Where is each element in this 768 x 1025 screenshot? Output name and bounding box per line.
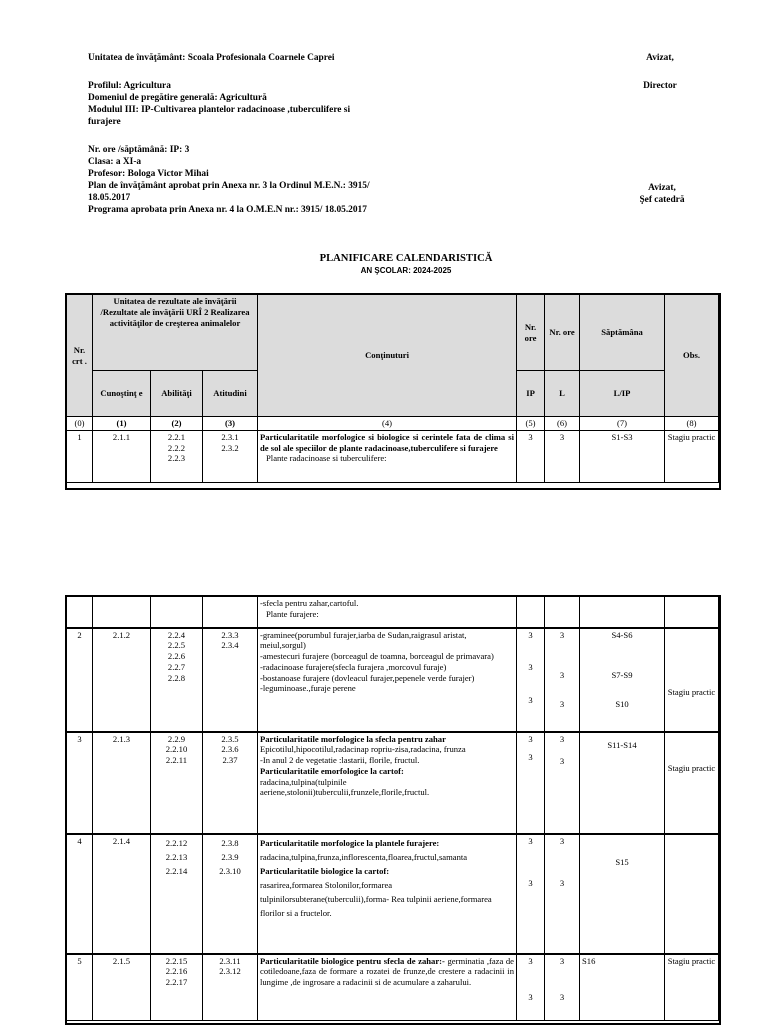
hours-value: 3 — [528, 752, 533, 763]
skill-code: 2.2.17 — [165, 977, 188, 988]
header-obs: Obs. — [665, 295, 719, 417]
content-text: germinatia ,faza de cotiledoane,faza de formare a rozatei de frunze,de crestere a radacinii in lungime ,de ingrosare a radacinii si de acumulare a zaharului. — [260, 955, 514, 988]
hours-value: 3 — [528, 695, 533, 706]
avizat-label: Avizat, — [646, 53, 674, 63]
table-row — [67, 430, 719, 482]
head-of-dept-approval — [622, 182, 702, 206]
document-header — [88, 52, 370, 216]
skills-codes — [151, 834, 203, 954]
index-cell: (4) — [258, 417, 517, 431]
hours-value: 3 — [528, 662, 533, 673]
hours-value: 3 — [559, 629, 565, 640]
plan-line: Plan de învăţământ aprobat prin Anexa nr. 3 la Ordinul M.E.N.: 3915/ — [88, 181, 370, 191]
attitude-codes — [203, 628, 258, 732]
planning-table-page2 — [66, 596, 719, 1021]
hours-value: 3 — [559, 699, 565, 710]
content-cell — [258, 954, 517, 1021]
attitude-code: 2.3.2 — [221, 442, 239, 453]
hours-value: 3 — [528, 733, 533, 744]
hours-value: 3 — [559, 733, 565, 744]
hours-l — [545, 834, 580, 954]
content-heading: Particularitatile morfologice la sfecla pentru zahar — [260, 733, 446, 744]
index-cell: (5) — [517, 417, 545, 431]
content-cell — [258, 628, 517, 732]
hours-value: 3 — [559, 756, 565, 767]
hours-value: 3 — [559, 992, 565, 1003]
skill-code: 2.2.4 — [167, 629, 186, 640]
content-text: radacina,tulpina,frunza,inflorescenta,floarea,fructul,samanta — [260, 851, 468, 862]
hours-l — [545, 732, 580, 834]
obs-cell — [665, 834, 719, 954]
skill-code: 2.2.12 — [165, 837, 188, 848]
module-line-cont: furajere — [88, 117, 121, 127]
skill-code: 2.2.14 — [165, 865, 188, 876]
director-label: Director — [643, 81, 677, 91]
attitude-code: 2.3.11 — [219, 955, 241, 966]
hours-ip — [517, 628, 545, 732]
sef-catedra-label: Şef catedră — [639, 195, 685, 205]
table-row — [67, 954, 719, 1021]
attitude-code: 2.3.4 — [221, 640, 239, 651]
skill-code: 2.2.7 — [167, 661, 186, 672]
content-heading: Particularitatile morfologice la plantele furajere: — [260, 837, 440, 848]
table-row — [67, 628, 719, 732]
knowledge-code: 2.1.5 — [93, 954, 151, 1021]
teacher-line: Profesor: Bologa Victor Mihai — [88, 169, 209, 179]
hours-ip — [517, 954, 545, 1021]
hours-ip — [517, 834, 545, 954]
content-text: -amestecuri furajere (borceagul de toamna, borceagul de primavara) — [260, 651, 494, 662]
index-cell: (6) — [545, 417, 580, 431]
knowledge-code: 2.1.2 — [93, 628, 151, 732]
hours-value: 3 — [528, 878, 533, 889]
hours-value: 3 — [559, 878, 565, 889]
index-row — [67, 417, 719, 431]
row-number: 4 — [67, 834, 93, 954]
header-hours-2: Nr. ore — [545, 295, 580, 371]
attitude-code: 2.3.5 — [221, 733, 239, 744]
skill-code: 2.2.11 — [165, 755, 188, 766]
obs-cell: Stagiu practic — [665, 430, 719, 482]
week-value: S4-S6 — [611, 629, 633, 640]
skill-code: 2.2.10 — [165, 744, 188, 755]
hours-ip: 3 — [517, 430, 545, 482]
profile-line: Profilul: Agricultura — [88, 81, 171, 91]
skill-code: 2.2.16 — [165, 966, 188, 977]
week-cell — [580, 628, 665, 732]
school-year: AN ŞCOLAR: 2024-2025 — [360, 266, 452, 275]
content-text: -bostanoase furajere (dovleacul furajer,pepenele verde furajer) — [260, 672, 475, 683]
skill-code: 2.2.6 — [167, 651, 186, 662]
hours-l — [545, 954, 580, 1021]
skills-codes — [151, 732, 203, 834]
week-value: S10 — [615, 699, 629, 710]
content-cell — [258, 732, 517, 834]
attitude-codes — [203, 430, 258, 482]
header-attitudes: Atitudini — [203, 371, 258, 417]
hours-value: 3 — [559, 670, 565, 681]
content-text: Plante radacinoase si tuberculifere: — [266, 453, 387, 464]
header-knowledge: Cunoştinţ e — [93, 371, 151, 417]
skill-code: 2.2.13 — [165, 851, 188, 862]
content-text: Epicotilul,hipocotilul,radacinap ropriu-zisa,radacina, frunza — [260, 744, 466, 755]
skill-code: 2.2.5 — [167, 640, 186, 651]
content-text: -leguminoase.,furaje perene — [260, 683, 356, 694]
attitude-code: 2.3.8 — [221, 837, 239, 848]
index-cell: (0) — [67, 417, 93, 431]
header-content: Conţinuturi — [258, 295, 517, 417]
content-cell — [258, 834, 517, 954]
skill-code: 2.2.15 — [165, 955, 188, 966]
hours-ip — [517, 732, 545, 834]
table-row — [67, 732, 719, 834]
school-line: Unitatea de învăţământ: Scoala Profesionala Coarnele Caprei — [88, 53, 335, 63]
index-cell: (2) — [151, 417, 203, 431]
knowledge-code: 2.1.4 — [93, 834, 151, 954]
table-row — [67, 597, 719, 628]
hours-value: 3 — [528, 629, 533, 640]
obs-cell: Stagiu practic — [665, 732, 719, 834]
hours-value: 3 — [528, 992, 533, 1003]
hours-value: 3 — [559, 955, 565, 966]
index-cell: (3) — [203, 417, 258, 431]
domain-line: Domeniul de pregătire generală: Agricultură — [88, 93, 267, 103]
week-value: S7-S9 — [611, 670, 633, 681]
skill-code: 2.2.9 — [167, 733, 186, 744]
content-text: -radacinoase furajere(sfecla furajera ,morcovul furaje) — [260, 661, 447, 672]
table-row — [67, 834, 719, 954]
header-nr-crt: Nr. crt . — [67, 295, 93, 417]
hours-value: 3 — [528, 835, 533, 846]
attitude-code: 2.3.6 — [221, 744, 239, 755]
attitude-code: 2.3.9 — [221, 851, 239, 862]
row-number: 1 — [67, 430, 93, 482]
content-text: -graminee(porumbul furajer,iarba de Sudan,raigrasul aristat, meiul,sorgul) — [260, 629, 467, 651]
hours-l: 3 — [545, 430, 580, 482]
week-cell: S1-S3 — [580, 430, 665, 482]
header-l: L — [545, 371, 580, 417]
week-cell: S15 — [580, 834, 665, 954]
knowledge-code: 2.1.3 — [93, 732, 151, 834]
page-title: PLANIFICARE CALENDARISTICĂ — [319, 253, 493, 264]
header-learning-units: Unitatea de rezultate ale învăţării /Rezultate ale învăţării URÎ 2 Realizarea activităţilor de creşterea animalelor — [93, 295, 258, 371]
planning-table-page1 — [66, 294, 719, 483]
header-skills: Abilităţi — [151, 371, 203, 417]
attitude-code: 2.37 — [222, 755, 238, 766]
skill-code: 2.2.1 — [167, 431, 186, 442]
attitude-codes — [203, 954, 258, 1021]
row-number: 5 — [67, 954, 93, 1021]
knowledge-code: 2.1.1 — [93, 430, 151, 482]
content-cell — [258, 597, 517, 628]
program-line: Programa aprobata prin Anexa nr. 4 la O.M.E.N nr.: 3915/ 18.05.2017 — [88, 205, 367, 215]
obs-cell: Stagiu practic — [665, 954, 719, 1021]
attitude-code: 2.3.1 — [221, 431, 239, 442]
week-cell: S16 — [580, 954, 665, 1021]
content-cell — [258, 430, 517, 482]
avizat-label-2: Avizat, — [648, 183, 676, 193]
class-line: Clasa: a XI-a — [88, 157, 142, 167]
content-heading: Particularitatile biologice pentru sfecla de zahar:- — [260, 955, 445, 966]
content-heading: Particularitatile emorfologice la cartof: — [260, 765, 404, 776]
content-heading: Particularitatile morfologice si biologice si cerintele fata de clima si de sol ale speciilor de plante radacinoase,tuberculifere si furajere — [260, 431, 515, 453]
header-week: Săptămâna — [580, 295, 665, 371]
week-cell: S11-S14 — [580, 732, 665, 834]
row-number: 2 — [67, 628, 93, 732]
attitude-codes — [203, 732, 258, 834]
skill-code: 2.2.8 — [167, 672, 186, 683]
hours-line: Nr. ore /săptămână: IP: 3 — [88, 145, 190, 155]
module-line: Modulul III: IP-Cultivarea plantelor radacinoase ,tuberculifere si — [88, 105, 351, 115]
header-l-ip: L/IP — [580, 371, 665, 417]
row-number: 3 — [67, 732, 93, 834]
content-heading: Particularitatile biologice la cartof: — [260, 865, 390, 876]
content-text: Plante furajere: — [266, 608, 319, 619]
content-text: rasarirea,formarea Stolonilor,formarea tulpinilorsubterane(tuberculii),forma- Rea tulpinii aeriene,formarea florilor si a fructelor. — [260, 879, 492, 918]
obs-cell: Stagiu practic — [665, 628, 719, 732]
skills-codes — [151, 954, 203, 1021]
plan-line-cont: 18.05.2017 — [88, 193, 131, 203]
skill-code: 2.2.2 — [167, 442, 186, 453]
hours-l — [545, 628, 580, 732]
skill-code: 2.2.3 — [167, 453, 186, 464]
header-hours-1: Nr. ore — [517, 295, 545, 371]
attitude-codes — [203, 834, 258, 954]
content-text: radacina,tulpina(tulpinile aeriene,stolonii)tuberculii,frunzele,florile,fructul. — [260, 776, 430, 798]
content-text: -sfecla pentru zahar,cartoful. — [260, 598, 359, 608]
director-approval — [622, 52, 698, 92]
skills-codes — [151, 628, 203, 732]
content-text: -In anul 2 de vegetatie :lastarii, florile, fructul. — [260, 755, 420, 766]
attitude-code: 2.3.10 — [219, 865, 241, 876]
skills-codes — [151, 430, 203, 482]
index-cell: (8) — [665, 417, 719, 431]
index-cell: (7) — [580, 417, 665, 431]
hours-value: 3 — [528, 955, 533, 966]
index-cell: (1) — [93, 417, 151, 431]
hours-value: 3 — [559, 835, 565, 846]
attitude-code: 2.3.3 — [221, 629, 239, 640]
header-ip: IP — [517, 371, 545, 417]
attitude-code: 2.3.12 — [219, 966, 241, 977]
